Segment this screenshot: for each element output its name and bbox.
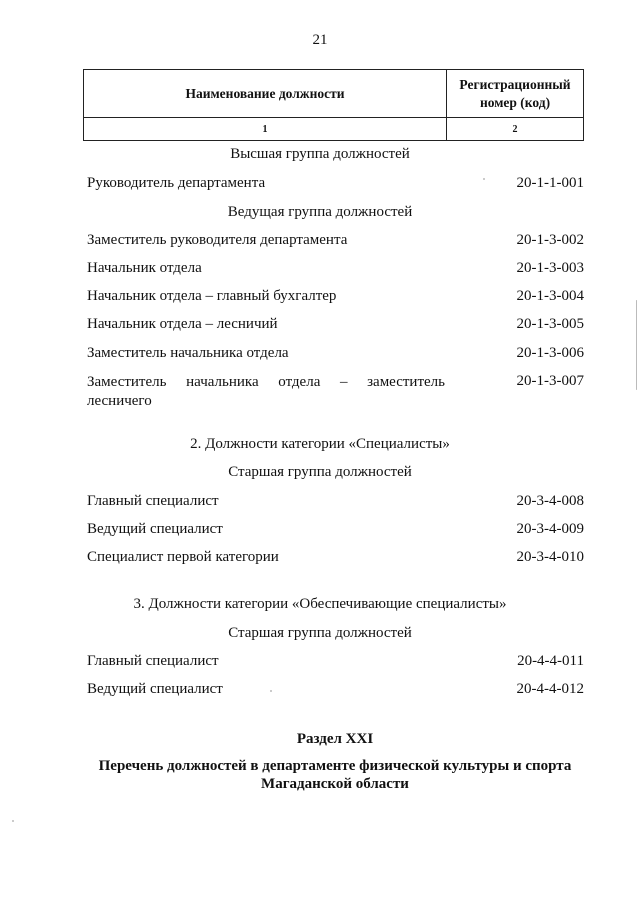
scan-speck <box>483 178 485 180</box>
position-row <box>87 260 584 280</box>
word: Заместитель <box>87 374 167 390</box>
word: начальника <box>186 374 259 390</box>
column-header-registration-line1: Регистрационный <box>459 76 571 92</box>
position-row <box>87 681 584 701</box>
group-heading-senior-2: Старшая группа должностей <box>228 625 412 641</box>
position-row <box>87 521 584 541</box>
position-row <box>87 493 584 513</box>
position-name: Заместитель начальника отдела <box>87 345 289 361</box>
position-code: 20-1-3-006 <box>516 345 584 361</box>
position-code: 20-1-3-003 <box>516 260 584 276</box>
position-row <box>87 316 584 336</box>
position-code: 20-1-3-004 <box>516 288 584 304</box>
column-header-registration-line2: номер (код) <box>479 94 551 110</box>
position-name: Главный специалист <box>87 653 219 669</box>
section-subtitle-line2: Магаданской области <box>261 776 409 792</box>
position-code: 20-1-3-007 <box>516 373 584 389</box>
position-code: 20-3-4-008 <box>516 493 584 509</box>
position-row <box>87 345 584 365</box>
position-name: Ведущий специалист <box>87 521 223 537</box>
position-name: Заместитель руководителя департамента <box>87 232 348 248</box>
word: – <box>339 374 348 390</box>
position-code: 20-3-4-010 <box>516 549 584 565</box>
position-code: 20-3-4-009 <box>516 521 584 537</box>
position-name: Начальник отдела <box>87 260 202 276</box>
position-code: 20-4-4-011 <box>517 653 584 669</box>
position-name: Ведущий специалист <box>87 681 223 697</box>
position-row <box>87 653 584 673</box>
category-heading-support-specialists: 3. Должности категории «Обеспечивающие специалисты» <box>133 596 507 612</box>
word: отдела <box>278 374 321 390</box>
group-heading-higher: Высшая группа должностей <box>230 146 410 162</box>
position-name: Специалист первой категории <box>87 549 279 565</box>
position-name: Начальник отдела – лесничий <box>87 316 278 332</box>
position-name-line1 <box>87 373 445 392</box>
category-heading-specialists: 2. Должности категории «Специалисты» <box>190 436 450 452</box>
position-row <box>87 288 584 308</box>
word: заместитель <box>367 374 445 390</box>
column-header-registration-number <box>447 70 584 118</box>
positions-table-header <box>83 69 584 141</box>
page-number: 21 <box>312 32 328 48</box>
position-code: 20-1-3-005 <box>516 316 584 332</box>
position-name: Главный специалист <box>87 493 219 509</box>
group-heading-senior: Старшая группа должностей <box>228 464 412 480</box>
position-name <box>87 373 445 411</box>
scan-edge-mark <box>636 300 637 390</box>
position-row <box>87 232 584 252</box>
position-code: 20-4-4-012 <box>516 681 584 697</box>
position-code: 20-1-3-002 <box>516 232 584 248</box>
column-number-2: 2 <box>447 118 584 141</box>
position-row <box>87 373 584 413</box>
position-name: Начальник отдела – главный бухгалтер <box>87 288 337 304</box>
position-row <box>87 175 584 195</box>
column-number-1: 1 <box>84 118 447 141</box>
group-heading-leading: Ведущая группа должностей <box>227 204 413 220</box>
scan-speck <box>12 820 14 822</box>
position-name: Руководитель департамента <box>87 175 266 191</box>
section-subtitle-line1: Перечень должностей в департаменте физической культуры и спорта <box>98 758 572 774</box>
position-code: 20-1-1-001 <box>516 175 584 191</box>
section-title: Раздел XXI <box>296 731 374 747</box>
position-row <box>87 549 584 569</box>
column-header-position-name: Наименование должности <box>84 70 447 118</box>
scan-speck <box>270 690 272 692</box>
position-name-line2: лесничего <box>87 393 152 409</box>
